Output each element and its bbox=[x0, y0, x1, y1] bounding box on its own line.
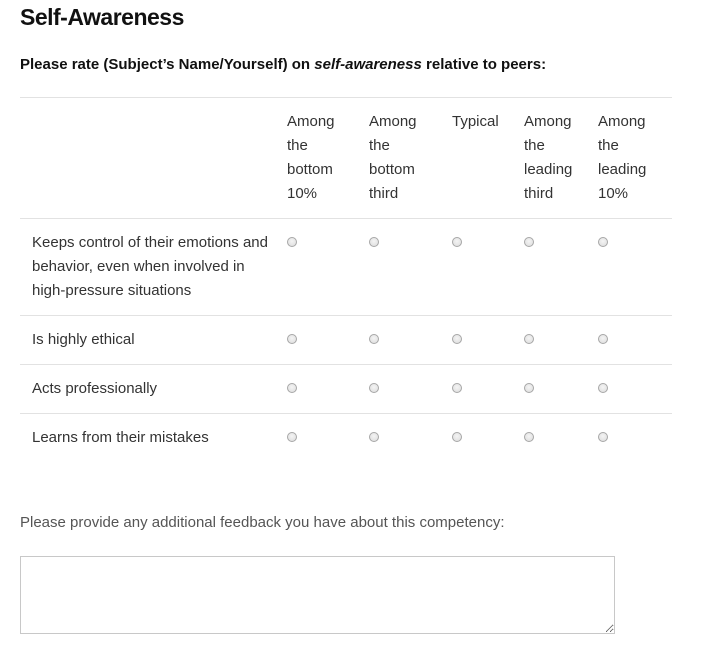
rating-row-emotional-control bbox=[20, 219, 672, 316]
radio-emotional-control-leading-10[interactable] bbox=[598, 237, 608, 247]
rating-matrix bbox=[20, 97, 672, 462]
radio-mistakes-typical[interactable] bbox=[452, 432, 462, 442]
rating-row-learns-from-mistakes bbox=[20, 414, 672, 463]
radio-professional-bottom-third[interactable] bbox=[369, 383, 379, 393]
item-label: Acts professionally bbox=[32, 380, 158, 397]
feedback-textarea[interactable] bbox=[20, 556, 615, 634]
rating-row-professional bbox=[20, 365, 672, 414]
radio-ethical-typical[interactable] bbox=[452, 334, 462, 344]
question-emphasis: self-awareness bbox=[314, 56, 422, 73]
radio-mistakes-bottom-10[interactable] bbox=[287, 432, 297, 442]
radio-ethical-leading-third[interactable] bbox=[524, 334, 534, 344]
radio-ethical-leading-10[interactable] bbox=[598, 334, 608, 344]
radio-emotional-control-typical[interactable] bbox=[452, 237, 462, 247]
radio-mistakes-leading-10[interactable] bbox=[598, 432, 608, 442]
column-header-bottom-10: Among the bottom 10% bbox=[287, 113, 335, 202]
item-label: Is highly ethical bbox=[32, 331, 135, 348]
radio-professional-leading-third[interactable] bbox=[524, 383, 534, 393]
radio-ethical-bottom-third[interactable] bbox=[369, 334, 379, 344]
radio-emotional-control-leading-third[interactable] bbox=[524, 237, 534, 247]
radio-mistakes-bottom-third[interactable] bbox=[369, 432, 379, 442]
question-prefix: Please rate (Subject’s Name/Yourself) on bbox=[20, 56, 315, 73]
item-label: Keeps control of their emotions and behavior, even when involved in high-pressure situations bbox=[32, 234, 268, 299]
radio-emotional-control-bottom-10[interactable] bbox=[287, 237, 297, 247]
column-header-bottom-third: Among the bottom third bbox=[369, 113, 417, 202]
rating-question bbox=[20, 56, 546, 73]
item-label: Learns from their mistakes bbox=[32, 429, 209, 446]
radio-emotional-control-bottom-third[interactable] bbox=[369, 237, 379, 247]
rating-row-ethical bbox=[20, 316, 672, 365]
feedback-prompt: Please provide any additional feedback you have about this competency: bbox=[20, 514, 505, 531]
radio-professional-leading-10[interactable] bbox=[598, 383, 608, 393]
column-header-leading-10: Among the leading 10% bbox=[598, 113, 647, 202]
radio-professional-typical[interactable] bbox=[452, 383, 462, 393]
rating-scale-header bbox=[20, 98, 672, 219]
question-suffix: relative to peers: bbox=[421, 56, 547, 73]
column-header-typical: Typical bbox=[452, 113, 499, 130]
header-spacer bbox=[20, 98, 287, 219]
radio-professional-bottom-10[interactable] bbox=[287, 383, 297, 393]
column-header-leading-third: Among the leading third bbox=[524, 113, 573, 202]
section-title: Self-Awareness bbox=[20, 4, 184, 30]
radio-ethical-bottom-10[interactable] bbox=[287, 334, 297, 344]
radio-mistakes-leading-third[interactable] bbox=[524, 432, 534, 442]
